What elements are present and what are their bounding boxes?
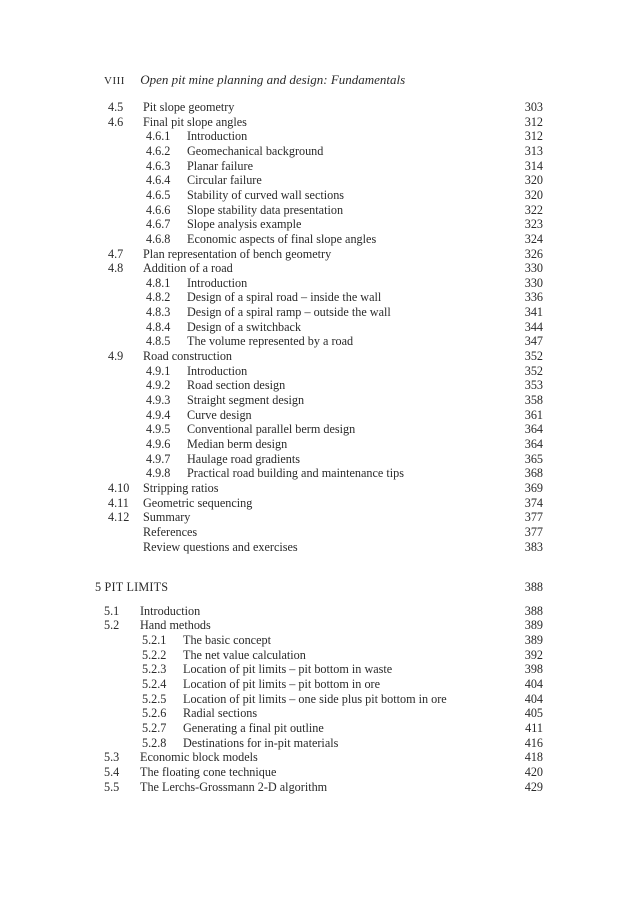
page-number: 358 <box>524 393 543 407</box>
section-number: 4.6 <box>108 114 124 129</box>
section-number: 4.9.6 <box>146 436 171 451</box>
toc-entry <box>0 393 638 408</box>
section-title: Haulage road gradients <box>187 451 301 466</box>
toc-entry <box>0 378 638 393</box>
page-number: 420 <box>524 764 543 779</box>
section-title: Design of a switchback <box>187 319 302 334</box>
page-number: 341 <box>524 305 543 320</box>
toc-entry <box>0 677 638 692</box>
section-number: 5.2.8 <box>142 735 167 750</box>
page-number: 374 <box>524 495 543 510</box>
section-title: Introduction <box>187 275 248 290</box>
page-number: 320 <box>524 187 543 202</box>
page-number: 330 <box>524 275 543 290</box>
section-title: Geomechanical background <box>187 144 324 158</box>
toc-entry <box>0 100 638 115</box>
section-number: 4.8 <box>108 261 124 276</box>
toc-entry <box>0 144 638 159</box>
section-title: Location of pit limits – pit bottom in waste <box>183 662 393 677</box>
toc-entry <box>0 364 638 379</box>
toc-entry <box>0 320 638 335</box>
section-number: 4.5 <box>108 100 124 114</box>
section-number: 4.8.5 <box>146 334 171 349</box>
toc-entry <box>0 496 638 511</box>
section-title: The floating cone technique <box>140 764 277 779</box>
toc-entry <box>0 188 638 203</box>
toc-entry <box>0 232 638 247</box>
section-number: 5.2.2 <box>142 647 167 662</box>
toc-entry <box>0 750 638 765</box>
page-number: 369 <box>524 480 543 495</box>
section-number: 4.9.4 <box>146 407 171 422</box>
section-title: Stability of curved wall sections <box>187 187 345 202</box>
page-number: 389 <box>524 633 543 648</box>
toc-entry <box>0 540 638 555</box>
section-number: 4.8.2 <box>146 290 171 305</box>
section-number: 5.2 <box>104 618 120 633</box>
section-number: 4.8.4 <box>146 319 171 334</box>
section-number: 4.9.8 <box>146 466 171 481</box>
toc-entry <box>0 349 638 364</box>
section-title: References <box>143 524 198 539</box>
section-title: Design of a spiral ramp – outside the wall <box>187 305 391 320</box>
toc-entry <box>0 736 638 751</box>
toc-entry <box>0 437 638 452</box>
page-number: 326 <box>524 246 543 261</box>
page-number: 404 <box>524 691 543 706</box>
section-title: Introduction <box>187 129 248 144</box>
page-number-roman: VIII <box>104 75 125 87</box>
toc-entry <box>0 173 638 188</box>
page-number: 364 <box>524 436 543 451</box>
section-title: Conventional parallel berm design <box>187 422 356 437</box>
page-number: 398 <box>524 662 543 677</box>
page-number: 411 <box>525 721 543 735</box>
page-number: 389 <box>524 618 543 633</box>
section-title: Planar failure <box>187 158 253 173</box>
section-title: Summary <box>143 510 191 525</box>
section-title: Generating a final pit outline <box>183 721 324 735</box>
section-title: Destinations for in-pit materials <box>183 735 339 750</box>
section-number: 4.8.3 <box>146 305 171 320</box>
page-number: 418 <box>524 750 543 765</box>
section-title: Geometric sequencing <box>143 495 253 510</box>
section-number: 4.9.1 <box>146 363 171 378</box>
page-number: 344 <box>524 319 543 334</box>
section-number: 4.6.2 <box>146 144 171 158</box>
section-title: Road section design <box>187 378 286 393</box>
toc-entry <box>0 648 638 663</box>
page-number: 388 <box>524 580 543 595</box>
section-number: 5.4 <box>104 764 120 779</box>
page-number: 352 <box>524 349 543 363</box>
section-number: 4.9.5 <box>146 422 171 437</box>
section-number: 4.7 <box>108 246 124 261</box>
section-number: 4.6.5 <box>146 187 171 202</box>
section-title: Plan representation of bench geometry <box>143 246 332 261</box>
section-number: 5.2.1 <box>142 633 167 648</box>
section-title: Addition of a road <box>143 261 233 276</box>
section-number: 5.2.6 <box>142 706 167 721</box>
toc-entry <box>0 452 638 467</box>
section-title: The volume represented by a road <box>187 334 354 349</box>
section-number: 5.1 <box>104 603 120 618</box>
section-number: 4.9.7 <box>146 451 171 466</box>
section-title: Circular failure <box>187 173 262 188</box>
section-title: Pit slope geometry <box>143 100 235 114</box>
toc-entry <box>0 334 638 349</box>
section-title: 5 PIT LIMITS <box>95 580 169 595</box>
page-number: 352 <box>524 363 543 378</box>
section-number: 5.2.4 <box>142 677 167 691</box>
page-number: 320 <box>524 173 543 188</box>
section-number: 4.6.8 <box>146 231 171 246</box>
page-number: 324 <box>524 231 543 246</box>
toc-entry <box>0 618 638 633</box>
page-number: 314 <box>524 158 543 173</box>
toc-entry <box>0 525 638 540</box>
section-number: 4.8.1 <box>146 275 171 290</box>
page-number: 330 <box>524 261 543 276</box>
toc-entry <box>0 217 638 232</box>
section-title: Practical road building and maintenance tips <box>187 466 404 481</box>
page-number: 322 <box>524 202 543 217</box>
section-title: Final pit slope angles <box>143 114 247 129</box>
section-number: 4.9 <box>108 349 124 363</box>
section-number: 4.6.7 <box>146 217 171 232</box>
toc-entry <box>0 159 638 174</box>
section-title: Economic block models <box>140 750 258 765</box>
toc-entry <box>0 247 638 262</box>
section-number: 4.6.1 <box>146 129 171 144</box>
page-number: 323 <box>524 217 543 232</box>
section-number: 4.6.3 <box>146 158 171 173</box>
toc-entry <box>0 408 638 423</box>
section-number: 5.3 <box>104 750 120 765</box>
toc-entry <box>0 662 638 677</box>
section-title: The net value calculation <box>183 647 306 662</box>
page-number: 361 <box>524 407 543 422</box>
section-number: 4.6.4 <box>146 173 171 188</box>
page-number: 377 <box>524 510 543 525</box>
section-number: 4.10 <box>108 480 130 495</box>
section-title: Hand methods <box>140 618 211 633</box>
page-number: 368 <box>524 466 543 481</box>
running-header <box>104 72 405 88</box>
section-title: The basic concept <box>183 633 271 648</box>
toc-entry <box>0 765 638 780</box>
chapter-heading <box>0 580 638 595</box>
page-number: 312 <box>524 114 543 129</box>
toc-entry <box>0 466 638 481</box>
section-number: 5.2.3 <box>142 662 167 677</box>
page-number: 392 <box>524 647 543 662</box>
page-number: 416 <box>524 735 543 750</box>
toc-entry <box>0 129 638 144</box>
section-number: 4.11 <box>108 495 129 510</box>
page-number: 353 <box>524 378 543 393</box>
section-number: 4.9.2 <box>146 378 171 393</box>
toc-entry <box>0 290 638 305</box>
page-number: 377 <box>524 524 543 539</box>
toc-entry <box>0 305 638 320</box>
section-title: Straight segment design <box>187 393 305 407</box>
toc-entry <box>0 261 638 276</box>
section-number: 5.5 <box>104 779 120 794</box>
toc-entry <box>0 422 638 437</box>
section-number: 4.12 <box>108 510 130 525</box>
toc-entry <box>0 706 638 721</box>
section-number: 5.2.5 <box>142 691 167 706</box>
section-title: Slope analysis example <box>187 217 302 232</box>
section-title: Location of pit limits – pit bottom in ore <box>183 677 381 691</box>
toc-entry <box>0 481 638 496</box>
section-title: Road construction <box>143 349 233 363</box>
page-number: 312 <box>524 129 543 144</box>
toc-entry <box>0 721 638 736</box>
section-number: 4.6.6 <box>146 202 171 217</box>
section-title: Slope stability data presentation <box>187 202 344 217</box>
toc-entry <box>0 692 638 707</box>
page-number: 388 <box>524 603 543 618</box>
page-number: 365 <box>524 451 543 466</box>
page-number: 404 <box>524 677 543 691</box>
section-title: Introduction <box>187 363 248 378</box>
section-number: 4.9.3 <box>146 393 171 407</box>
section-number: 5.2.7 <box>142 721 167 735</box>
page-number: 429 <box>524 779 543 794</box>
page-number: 364 <box>524 422 543 437</box>
page-number: 313 <box>524 144 543 158</box>
toc-entry <box>0 276 638 291</box>
book-title: Open pit mine planning and design: Fundamentals <box>140 72 406 87</box>
section-title: Location of pit limits – one side plus pit bottom in ore <box>183 691 447 706</box>
section-title: Economic aspects of final slope angles <box>187 231 377 246</box>
section-title: Stripping ratios <box>143 480 219 495</box>
section-title: Design of a spiral road – inside the wall <box>187 290 382 305</box>
toc-entry <box>0 780 638 795</box>
toc-entry <box>0 633 638 648</box>
section-title: Median berm design <box>187 436 288 451</box>
toc-entry <box>0 115 638 130</box>
toc-entry <box>0 604 638 619</box>
section-title: Radial sections <box>183 706 258 721</box>
page-number: 405 <box>524 706 543 721</box>
page-number: 336 <box>524 290 543 305</box>
section-title: Review questions and exercises <box>143 539 298 554</box>
page-number: 347 <box>524 334 543 349</box>
page-number: 383 <box>524 539 543 554</box>
toc-entry <box>0 203 638 218</box>
section-title: Introduction <box>140 603 201 618</box>
section-title: The Lerchs-Grossmann 2-D algorithm <box>140 779 328 794</box>
page-number: 303 <box>524 100 543 114</box>
section-title: Curve design <box>187 407 252 422</box>
toc-entry <box>0 510 638 525</box>
